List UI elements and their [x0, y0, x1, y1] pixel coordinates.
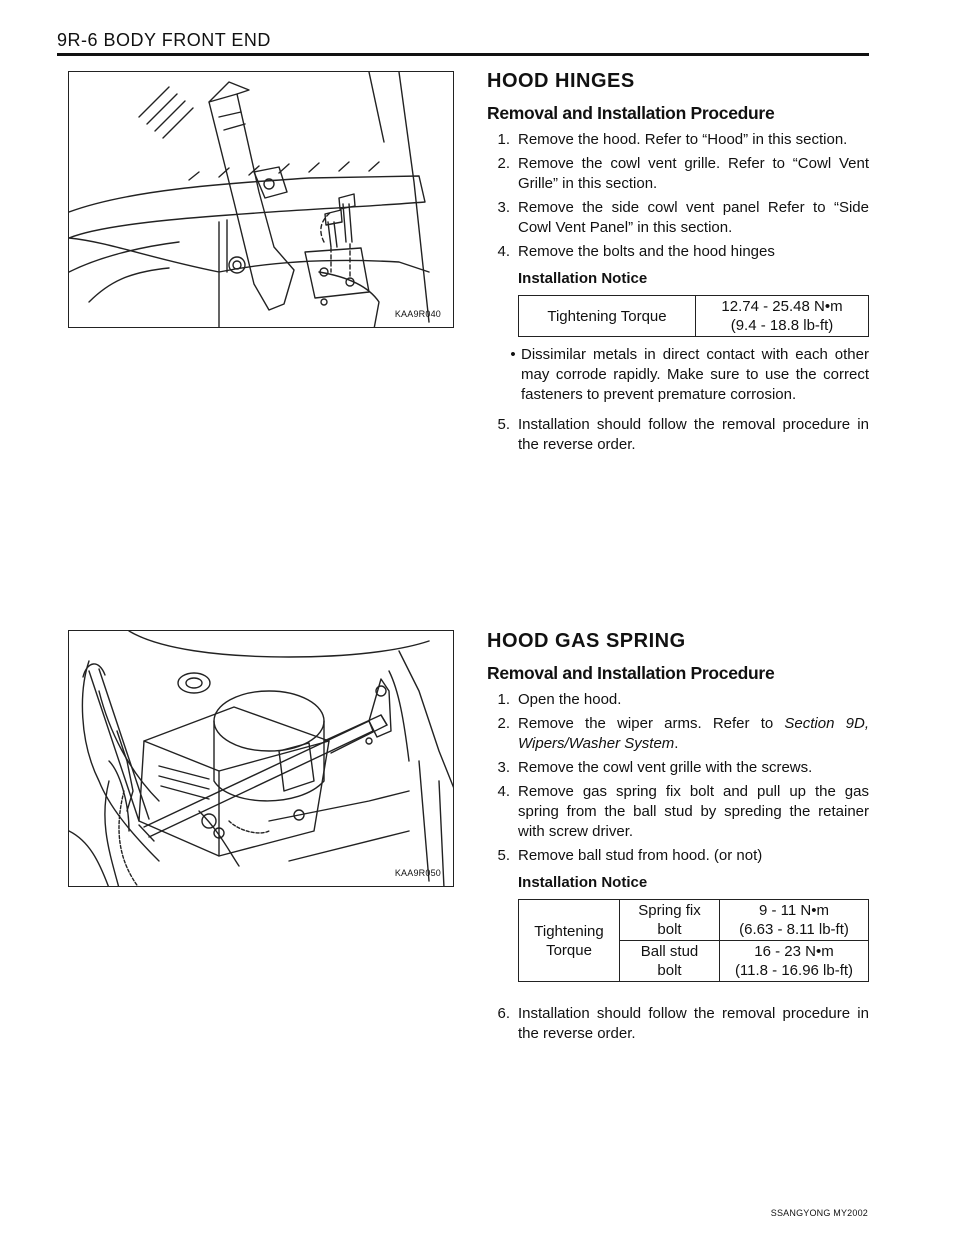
section-title: HOOD GAS SPRING: [487, 630, 686, 652]
procedure-step: 5. Remove ball stud from hood. (or not): [497, 847, 763, 864]
procedure-steps: [487, 130, 869, 262]
torque-table: [518, 899, 869, 982]
hood-hinge-illustration: [69, 72, 454, 328]
procedure-step: 1. Remove the hood. Refer to “Hood” in this section.: [497, 131, 848, 148]
gas-spring-figure: [68, 630, 454, 887]
figure-caption: KAA9R050: [394, 868, 441, 878]
hood-hinges-section: [487, 70, 869, 459]
bullet-note: • Dissimilar metals in direct contact with each other may corrode rapidly. Make sure to use the correct fasteners to prevent premature corrosion.: [505, 345, 869, 405]
torque-value: 16 - 23 N•m (11.8 - 16.96 lb-ft): [720, 941, 869, 982]
table-row: [519, 900, 869, 941]
section-title: HOOD HINGES: [487, 70, 635, 92]
installation-notice: Installation Notice: [518, 874, 648, 891]
section-reference: Section 9D, Wipers/Washer System: [518, 715, 869, 752]
procedure-steps: [487, 1004, 869, 1044]
header-rule: [57, 53, 869, 56]
procedure-step: 4. Remove the bolts and the hood hinges: [497, 243, 775, 260]
figure-caption: KAA9R040: [394, 309, 441, 319]
torque-value: 12.74 - 25.48 N•m (9.4 - 18.8 lb-ft): [696, 296, 869, 337]
procedure-step: 4. Remove gas spring fix bolt and pull up the gas spring from the ball stud by spreding the retainer with screw driver.: [497, 783, 869, 840]
torque-label: Tightening Torque: [519, 900, 620, 982]
hood-hinge-figure: [68, 71, 454, 328]
procedure-step: 2. Remove the cowl vent grille. Refer to “Cowl Vent Grille” in this section.: [497, 155, 869, 192]
torque-item: Spring fix bolt: [620, 900, 720, 941]
procedure-step: 3. Remove the cowl vent grille with the screws.: [497, 759, 813, 776]
procedure-step: 3. Remove the side cowl vent panel Refer to “Side Cowl Vent Panel” in this section.: [497, 199, 869, 236]
page-header: 9R-6 BODY FRONT END: [57, 30, 271, 50]
hood-gas-spring-section: [487, 630, 869, 1048]
gas-spring-illustration: [69, 631, 454, 887]
procedure-step: 2. Remove the wiper arms. Refer to Section 9D, Wipers/Washer System.: [497, 715, 869, 752]
section-subtitle: Removal and Installation Procedure: [487, 103, 775, 123]
procedure-step: 6. Installation should follow the removal procedure in the reverse order.: [497, 1005, 869, 1042]
page-footer: SSANGYONG MY2002: [770, 1208, 868, 1218]
torque-value: 9 - 11 N•m (6.63 - 8.11 lb-ft): [720, 900, 869, 941]
procedure-step: 5. Installation should follow the removal procedure in the reverse order.: [497, 416, 869, 453]
table-row: [519, 296, 869, 337]
procedure-steps: [487, 415, 869, 455]
torque-table: [518, 295, 869, 337]
procedure-steps: [487, 690, 869, 866]
procedure-step: 1. Open the hood.: [497, 691, 622, 708]
bullet-icon: •: [510, 346, 516, 363]
torque-label: Tightening Torque: [519, 296, 696, 337]
section-subtitle: Removal and Installation Procedure: [487, 663, 775, 683]
torque-item: Ball stud bolt: [620, 941, 720, 982]
installation-notice: Installation Notice: [518, 270, 648, 287]
